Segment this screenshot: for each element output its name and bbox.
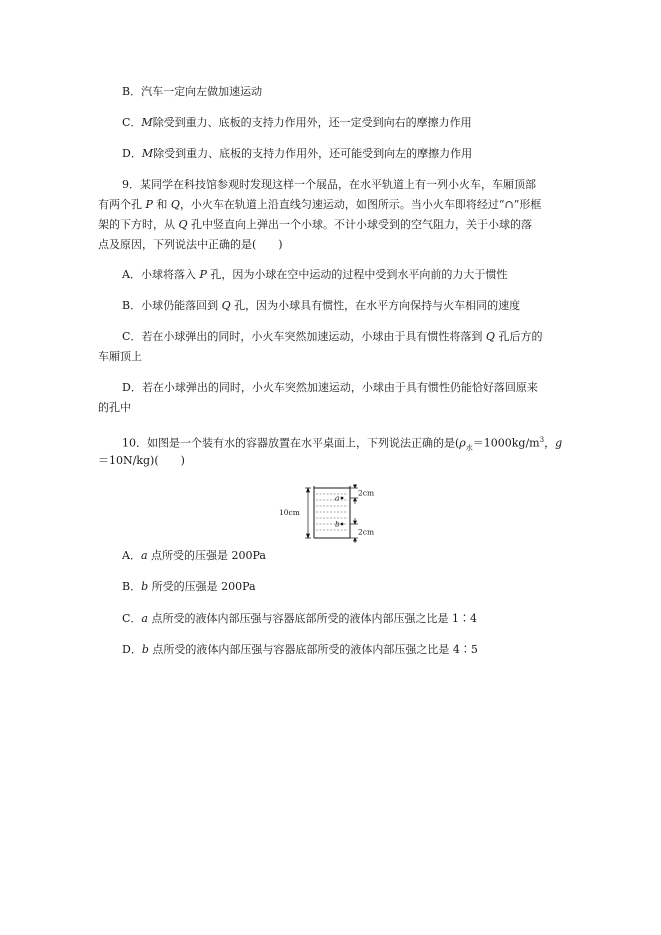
q9-option-d-line-1: D．若在小球弹出的同时，小火车突然加速运动，小球由于具有惯性仍能恰好落回原来 (122, 381, 538, 394)
point-b-dot (341, 523, 344, 526)
q9-option-d-line-2: 的孔中 (98, 401, 131, 414)
height-label: 10cm (279, 508, 300, 517)
q9-option-c-line-1: C．若在小球弹出的同时，小火车突然加速运动，小球由于具有惯性将落到 Q 孔后方的 (122, 330, 543, 343)
point-b-label: b (335, 519, 340, 529)
q8-option-b: B．汽车一定向左做加速运动 (122, 85, 263, 98)
q9-stem-line-2: 有两个孔 P 和 Q，小火车在轨道上沿直线匀速运动，如图所示。当小火车即将经过“∩”形框 (98, 198, 542, 211)
q9-stem-line-1: 9．某同学在科技馆参观时发现这样一个展品，在水平轨道上有一列小火车，车厢顶部 (122, 178, 536, 191)
q9-stem-line-4: 点及原因，下列说法中正确的是( ) (98, 238, 283, 251)
container-diagram (278, 484, 388, 544)
q10-stem-line-2: ＝10N/kg)( ) (98, 454, 185, 467)
top-dimension (350, 484, 358, 504)
point-a-dot (341, 497, 344, 500)
height-dimension (305, 488, 311, 538)
q9-option-b: B．小球仍能落回到 Q 孔，因为小球具有惯性，在水平方向保持与火车相同的速度 (122, 299, 521, 312)
q9-option-a: A．小球将落入 P 孔，因为小球在空中运动的过程中受到水平向前的力大于惯性 (122, 268, 508, 281)
bottom-dimension (350, 518, 358, 543)
q10-stem-line-1: 10．如图是一个装有水的容器放置在水平桌面上，下列说法正确的是($\rho_水=1000kg/m^3$，g (122, 436, 563, 452)
container-diagram-svg (278, 484, 388, 544)
top-dimension-label: 2cm (358, 488, 375, 498)
q9-stem-line-3: 架的下方时，从 Q 孔中竖直向上弹出一个小球。不计小球受到的空气阻力，关于小球的落 (98, 218, 533, 231)
bottom-dimension-label: 2cm (358, 527, 375, 537)
q10-option-c: C．a 点所受的液体内部压强与容器底部所受的液体内部压强之比是 1∶4 (122, 612, 477, 625)
q9-option-c-line-2: 车厢顶上 (98, 350, 142, 363)
q8-option-c: C．M除受到重力、底板的支持力作用外，还一定受到向右的摩擦力作用 (122, 116, 472, 129)
point-a-label: a (335, 493, 340, 503)
q8-option-d: D．M除受到重力、底板的支持力作用外，还可能受到向左的摩擦力作用 (122, 147, 473, 160)
q10-option-d: D．b 点所受的液体内部压强与容器底部所受的液体内部压强之比是 4∶5 (122, 643, 478, 656)
q10-option-a: A．a 点所受的压强是 200Pa (122, 549, 266, 562)
q10-option-b: B．b 所受的压强是 200Pa (122, 580, 256, 593)
